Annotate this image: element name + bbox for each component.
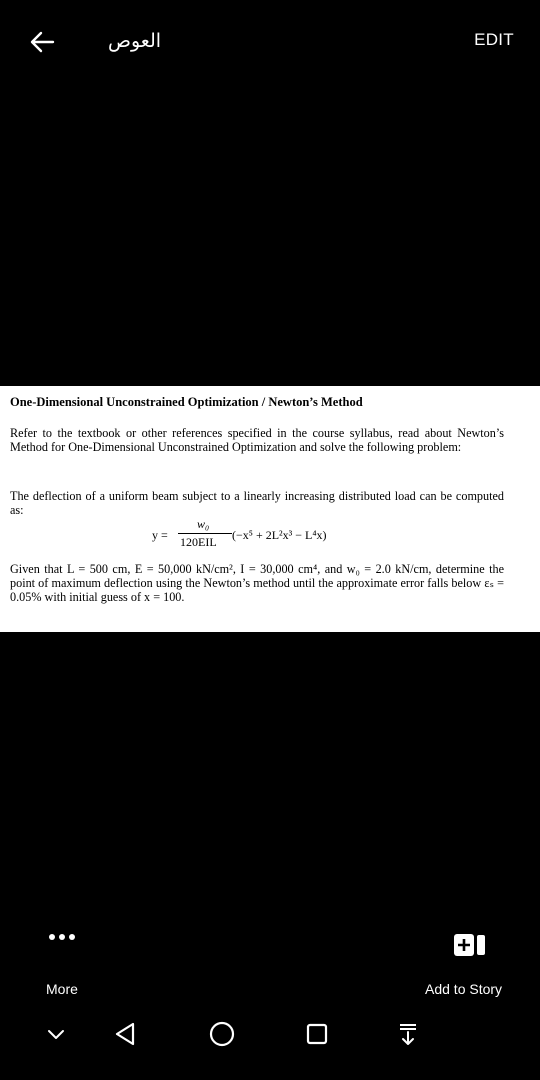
back-button[interactable] (22, 24, 62, 60)
deflection-formula (152, 516, 412, 558)
document-paragraph-3: Given that L = 500 cm, E = 50,000 kN/cm², I = 30,000 cm⁴, and w₀ = 2.0 kN/cm, determine the point of maximum deflection using the Newton’s method until the approximate error falls below εₛ = 0.05% with initial guess of x = 100. (10, 562, 504, 604)
add-to-story-label: Add to Story (425, 981, 503, 997)
chevron-down-icon (46, 1027, 66, 1041)
system-navigation-bar (0, 1000, 540, 1080)
formula-lhs: y = (152, 528, 168, 542)
document-paragraph-1: Refer to the textbook or other references specified in the course syllabus, read about Newton’s Method for One-Dimensional Unconstrained Optimization and solve the following problem: (10, 426, 504, 454)
add-to-story-icon (453, 933, 487, 957)
nav-recents-button[interactable] (297, 1014, 337, 1054)
back-triangle-icon (113, 1021, 137, 1047)
formula-numerator: w₀ (197, 517, 210, 531)
add-to-story-button[interactable] (420, 930, 520, 1002)
formula-denominator: 120EIL (180, 535, 217, 549)
document-heading: One-Dimensional Unconstrained Optimization / Newton’s Method (10, 395, 363, 409)
chat-title: العوص (108, 30, 162, 52)
nav-back-button[interactable] (105, 1014, 145, 1054)
nav-chevron-button[interactable] (36, 1014, 76, 1054)
more-label: More (46, 981, 78, 997)
formula-polynomial: (−x⁵ + 2L²x³ − L⁴x) (232, 528, 327, 542)
arrow-left-icon (29, 30, 55, 54)
home-circle-icon (208, 1020, 236, 1048)
nav-download-button[interactable] (388, 1014, 428, 1054)
top-bar (0, 0, 540, 86)
download-icon (397, 1022, 419, 1046)
more-dots-icon (48, 932, 76, 942)
more-button[interactable] (30, 932, 100, 1002)
recents-square-icon (305, 1022, 329, 1046)
document-paragraph-2: The deflection of a uniform beam subject to a linearly increasing distributed load can be computed as: (10, 489, 504, 517)
document-image (0, 386, 540, 632)
formula-fraction-bar (178, 533, 232, 534)
edit-button[interactable]: EDIT (474, 30, 514, 49)
nav-home-button[interactable] (202, 1014, 242, 1054)
